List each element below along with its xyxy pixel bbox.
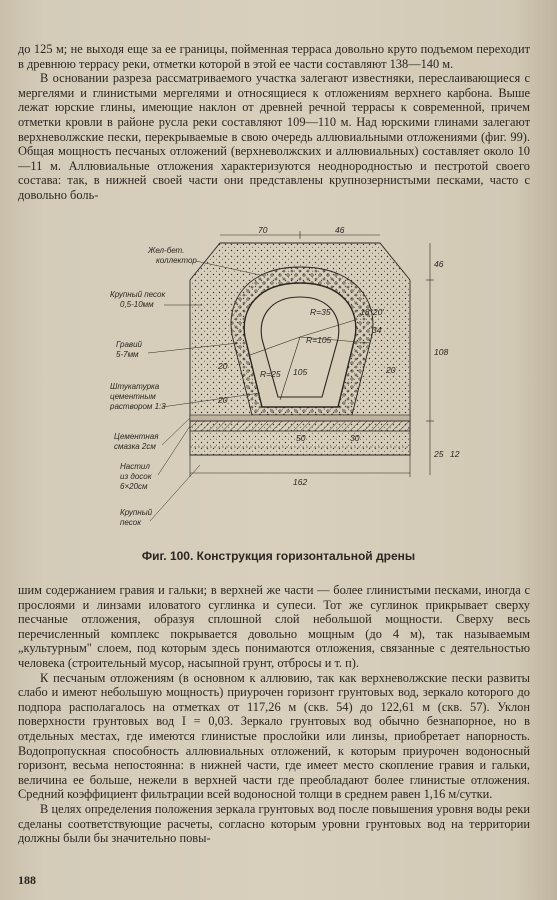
dim-right-upper: 46	[434, 259, 444, 269]
dim-top-right: 46	[335, 225, 345, 235]
svg-text:Крупный: Крупный	[120, 508, 153, 517]
svg-text:смазка 2см: смазка 2см	[114, 442, 156, 451]
dim-left-20a: 20	[218, 361, 228, 371]
svg-text:Жел-бет.: Жел-бет.	[148, 246, 185, 255]
dim-angle: 18°20'	[360, 307, 384, 317]
dim-r35: R=35	[310, 307, 331, 317]
svg-text:6×20см: 6×20см	[120, 482, 148, 491]
text-bottom	[18, 583, 530, 846]
dim-right-20: 20	[386, 365, 396, 375]
dim-right-lower: 25	[434, 449, 444, 459]
dim-left-20b: 20	[218, 395, 228, 405]
svg-text:раствором 1:3: раствором 1:3	[110, 402, 166, 411]
dim-top-left: 70	[258, 225, 268, 235]
svg-text:5-7мм: 5-7мм	[116, 350, 139, 359]
cement-layer	[190, 415, 410, 421]
svg-text:песок: песок	[120, 518, 141, 527]
svg-text:цементным: цементным	[110, 392, 156, 401]
board-decking	[190, 421, 410, 431]
dim-r25: R=25	[260, 369, 281, 379]
svg-text:Настил: Настил	[120, 462, 150, 471]
svg-text:0,5-10мм: 0,5-10мм	[120, 300, 154, 309]
svg-text:коллектор: коллектор	[156, 256, 197, 265]
label-coarse-sand	[110, 290, 202, 309]
svg-text:из досок: из досок	[120, 472, 152, 481]
text-top	[18, 42, 530, 203]
paragraph: В целях определения положения зеркала грунтовых вод после повышения уровня воды реки сделаны соответствующие расчеты, согласно которым уровни грунтовых вод на территории должны были бы значительно повы-	[18, 801, 530, 846]
dim-30: 30	[350, 433, 360, 443]
paragraph: К песчаным отложениям (в основном к аллювию, так как верхневолжские пески развиты слабо и имеют небольшую мощность) приурочен горизонт грунтовых вод, зеркало которого до подпора располагалось на отметках от 117,26 м (скв. 54) до 122,61 м (скв. 57). Уклон поверхности грунтовых вод I = 0,03. Зеркало грунтовых вод обычно безнапорное, но в отдельных местах, где имеются глинистые прослойки или линзы, приобретает напорность. Водопропускная способность аллювиальных отложений, к которым приурочен водоносный горизонт, весьма непостоянна: в нижней части, где имеет место скопление гравия и гальки, величина ее больше, нежели в верхней части где преобладают более глинистые отложения. Средний коэффициент фильтрации всей водоносной толщи в среднем равен 1,16 м/сутки.	[18, 670, 530, 802]
label-cement-layer	[114, 418, 190, 451]
page-number: 188	[18, 873, 36, 887]
dim-bottom-width: 162	[293, 477, 308, 487]
dim-right-main: 108	[434, 347, 449, 357]
dim-r105: R=105	[306, 335, 332, 345]
paragraph: В основании разреза рассматриваемого участка залегают известняки, переслаивающиеся с мергелями и глинистыми мергелями и относящиеся к отложениям верхнего карбона. Выше лежат юрские глины, имеющие наклон от древней речной террасы к современной, причем отметки кровли в районе русла реки составляют 109—110 м. Над юрскими глинами залегают верхневолжские пески, перекрываемые в свою очередь аллювиальными отложениями (фиг. 99). Общая мощность песчаных отложений (верхневолжских и аллювиальных) составляет около 10—11 м. Аллювиальные отложения характеризуются неоднородностью и пестротой своего состава: так, в нижней своей части они представлены крупнозернистыми песками, часто с довольно боль-	[18, 71, 530, 202]
dim-105: 105	[293, 367, 308, 377]
svg-text:Штукатурка: Штукатурка	[110, 382, 160, 391]
svg-text:Крупный песок: Крупный песок	[110, 290, 166, 299]
paragraph: шим содержанием гравия и гальки; в верхней же части — более глинистыми песками, иногда с прослоями и линзами иловатого суглинка и супеси. Тот же суглинок прикрывает сверху песчаные отложения, образуя сплошной слой небольшой мощности. Сверху весь перечисленный комплекс покрывается довольно мощным (до 4 м), так называемым „культурным" слоем, под которым здесь понимаются отложения, связанные с деятельностью человека (строительный мусор, насыпной грунт, отбросы и т. п).	[18, 583, 530, 670]
dim-50: 50	[296, 433, 306, 443]
dim-right-small: 12	[450, 449, 460, 459]
paragraph: до 125 м; не выходя еще за ее границы, пойменная терраса довольно круто подъемом переходит в древнюю террасу реки, отметки которой в этой ее части составляют 138—140 м.	[18, 42, 530, 71]
svg-text:Гравий: Гравий	[116, 340, 142, 349]
figure-caption: Фиг. 100. Конструкция горизонтальной дрены	[141, 549, 416, 563]
dim-34: 34	[372, 325, 382, 335]
svg-text:Цементная: Цементная	[114, 432, 159, 441]
drain-construction-figure	[110, 225, 540, 545]
